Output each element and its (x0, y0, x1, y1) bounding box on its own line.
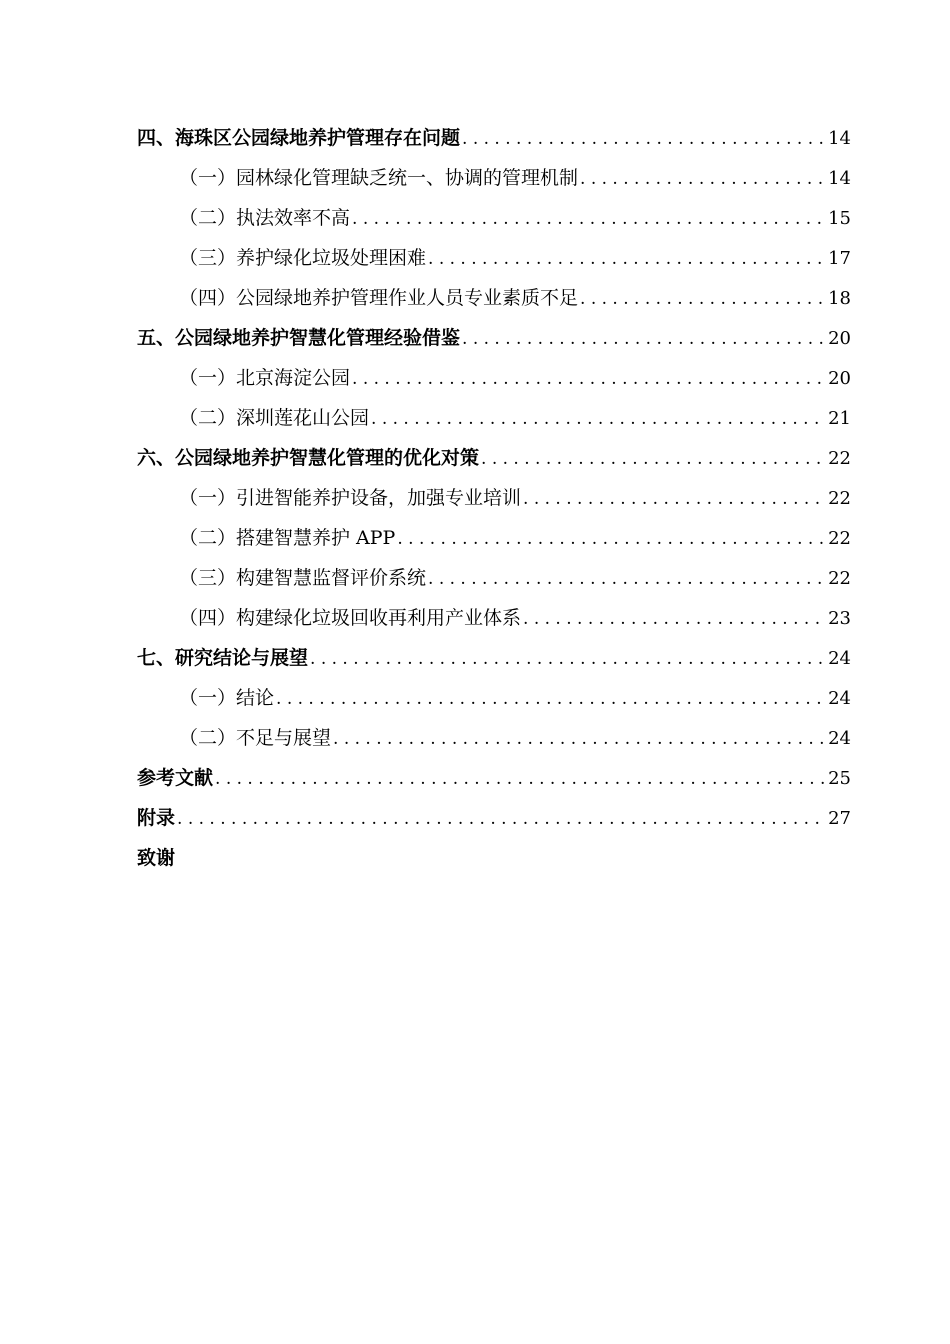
toc-entry-title: 七、研究结论与展望 (137, 647, 309, 669)
toc-entry-title: （一）园林绿化管理缺乏统一、协调的管理机制 (179, 167, 579, 189)
toc-entry-title: 四、海珠区公园绿地养护管理存在问题 (137, 127, 461, 149)
toc-dot-leader (462, 119, 826, 159)
toc-entry-section-6-1[interactable] (137, 478, 851, 518)
toc-entry-title: （二）执法效率不高 (179, 207, 351, 229)
toc-dot-leader (523, 599, 826, 639)
toc-entry-references[interactable] (137, 758, 851, 798)
toc-page-number: 21 (828, 408, 851, 429)
toc-entry-title: 六、公园绿地养护智慧化管理的优化对策 (137, 447, 480, 469)
toc-dot-leader (352, 359, 826, 399)
toc-dot-leader (177, 799, 826, 839)
toc-page-number: 22 (828, 568, 851, 589)
toc-entry-title: （一）结论 (179, 687, 275, 709)
toc-dot-leader (276, 679, 826, 719)
toc-dot-leader (523, 479, 826, 519)
toc-page-number: 24 (828, 688, 851, 709)
toc-entry-title: （三）养护绿化垃圾处理困难 (179, 247, 427, 269)
toc-entry-title: 致谢 (137, 847, 176, 869)
toc-entry-section-5-1[interactable] (137, 358, 851, 398)
toc-page-number: 14 (828, 128, 851, 149)
toc-dot-leader (371, 399, 826, 439)
toc-entry-section-4-4[interactable] (137, 278, 851, 318)
toc-dot-leader (397, 519, 826, 559)
toc-dot-leader (462, 319, 826, 359)
table-of-contents (137, 118, 851, 878)
toc-entry-title: 附录 (137, 807, 176, 829)
toc-dot-leader (352, 199, 826, 239)
toc-entry-title: （二）深圳莲花山公园 (179, 407, 370, 429)
toc-entry-title: （二）搭建智慧养护 APP (179, 527, 396, 549)
toc-entry-appendix[interactable] (137, 798, 851, 838)
toc-dot-leader (580, 279, 826, 319)
toc-entry-title: （三）构建智慧监督评价系统 (179, 567, 427, 589)
toc-entry-section-6[interactable] (137, 438, 851, 478)
toc-entry-title: （二）不足与展望 (179, 727, 332, 749)
toc-dot-leader (428, 559, 826, 599)
toc-entry-title: 参考文献 (137, 767, 214, 789)
toc-entry-section-6-4[interactable] (137, 598, 851, 638)
toc-entry-section-4-3[interactable] (137, 238, 851, 278)
toc-page-number: 20 (828, 368, 851, 389)
toc-entry-section-7-2[interactable] (137, 718, 851, 758)
toc-dot-leader (481, 439, 826, 479)
toc-entry-section-5[interactable] (137, 318, 851, 358)
toc-page-number: 23 (828, 608, 851, 629)
toc-page-number: 24 (828, 728, 851, 749)
toc-entry-title: （一）北京海淀公园 (179, 367, 351, 389)
toc-page-number: 17 (828, 248, 851, 269)
toc-page-number: 22 (828, 528, 851, 549)
toc-page-number: 27 (828, 808, 851, 829)
toc-entry-title: （一）引进智能养护设备，加强专业培训 (179, 487, 522, 509)
toc-page-number: 22 (828, 488, 851, 509)
toc-page-number: 14 (828, 168, 851, 189)
toc-page-number: 20 (828, 328, 851, 349)
toc-dot-leader (310, 639, 826, 679)
toc-entry-title: 五、公园绿地养护智慧化管理经验借鉴 (137, 327, 461, 349)
toc-page-number: 15 (828, 208, 851, 229)
toc-dot-leader (333, 719, 826, 759)
toc-page-number: 24 (828, 648, 851, 669)
toc-entry-title: （四）构建绿化垃圾回收再利用产业体系 (179, 607, 522, 629)
toc-entry-section-6-3[interactable] (137, 558, 851, 598)
toc-entry-title: （四）公园绿地养护管理作业人员专业素质不足 (179, 287, 579, 309)
toc-page-number: 18 (828, 288, 851, 309)
toc-entry-section-6-2[interactable] (137, 518, 851, 558)
toc-page-number: 25 (828, 768, 851, 789)
toc-entry-section-4[interactable] (137, 118, 851, 158)
toc-entry-section-5-2[interactable] (137, 398, 851, 438)
toc-entry-section-7-1[interactable] (137, 678, 851, 718)
toc-entry-section-4-2[interactable] (137, 198, 851, 238)
toc-entry-section-4-1[interactable] (137, 158, 851, 198)
toc-dot-leader (428, 239, 826, 279)
toc-entry-acknowledgements[interactable] (137, 838, 851, 878)
toc-dot-leader (580, 159, 826, 199)
toc-dot-leader (215, 759, 826, 799)
toc-page-number: 22 (828, 448, 851, 469)
toc-entry-section-7[interactable] (137, 638, 851, 678)
